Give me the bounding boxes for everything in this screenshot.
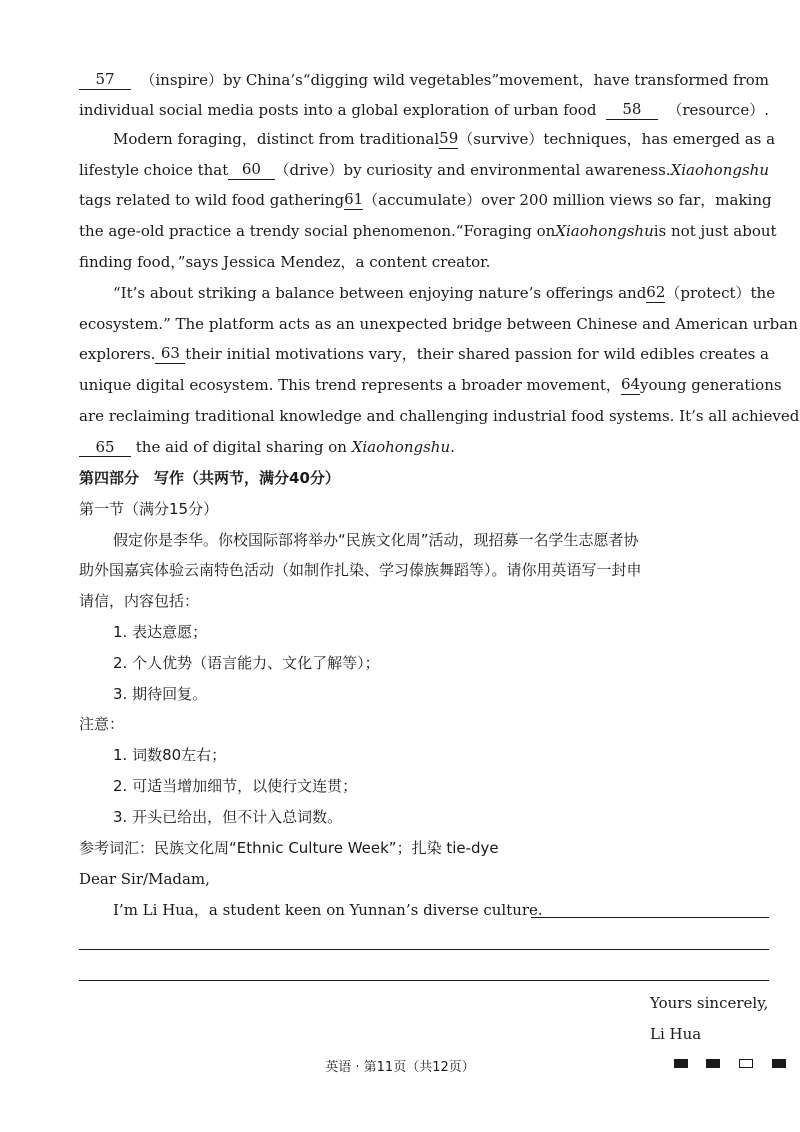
page-marker: [772, 1059, 786, 1068]
answer-line[interactable]: [531, 917, 769, 918]
passage-text: （inspire）by China’s“digging wild vegetables”movement，have transformed from: [140, 71, 769, 89]
blank-65[interactable]: 65: [79, 438, 131, 457]
blank-63[interactable]: 63: [155, 344, 185, 364]
passage-line: [113, 129, 776, 149]
passage-text: Xiaohongshu: [351, 438, 451, 456]
passage-text: Modern foraging，distinct from traditional: [113, 130, 440, 148]
passage-line: [79, 190, 772, 210]
passage-text: their initial motivations vary，their shared passion for wild edibles creates a: [185, 345, 769, 363]
page-marker: [739, 1059, 753, 1068]
letter-closing: Yours sincerely,: [650, 994, 769, 1012]
passage-text: （drive）by curiosity and environmental awareness.: [274, 161, 671, 179]
passage-text: （resource）.: [667, 101, 769, 119]
passage-line: [79, 100, 769, 120]
requirement-item: 3. 期待回复。: [113, 685, 208, 703]
note-item: 2. 可适当增加细节，以使行文连贯；: [113, 777, 358, 795]
passage-text: tags related to wild food gathering: [79, 191, 345, 209]
passage-text: finding food，”says Jessica Mendez，a content creator.: [79, 253, 491, 271]
blank-57[interactable]: 57: [79, 70, 131, 90]
note-item: 3. 开头已给出，但不计入总词数。: [113, 808, 343, 826]
page-footer: 英语 · 第11页（共12页）: [325, 1060, 475, 1075]
passage-line: [113, 283, 776, 303]
note-item: 1. 词数80左右；: [113, 746, 227, 764]
requirement-item: 2. 个人优势（语言能力、文化了解等）；: [113, 654, 380, 672]
passage-text: .: [450, 438, 455, 456]
blank-60[interactable]: 60: [228, 160, 274, 180]
blank-61[interactable]: 61: [344, 190, 364, 208]
page-marker: [674, 1059, 688, 1068]
passage-text: the age-old practice a trendy social phenomenon.“Foraging on: [79, 222, 556, 240]
passage-line: [79, 314, 798, 334]
letter-signature: Li Hua: [650, 1025, 702, 1043]
passage-text: the aid of digital sharing on: [135, 438, 347, 456]
letter-opening: I’m Li Hua，a student keen on Yunnan’s diverse culture.: [113, 901, 543, 919]
passage-text: （protect）the: [665, 284, 776, 302]
answer-line[interactable]: [79, 949, 769, 950]
prompt-text: 假定你是李华。你校国际部将举办“民族文化周”活动，现招募一名学生志愿者协: [113, 531, 639, 549]
page-marker: [706, 1059, 720, 1068]
passage-text: young generations: [640, 376, 782, 394]
passage-text: ecosystem.” The platform acts as an unexpected bridge between Chinese and American urban: [79, 315, 798, 333]
note-label: 注意：: [79, 715, 125, 733]
passage-text: （accumulate）over 200 million views so far，making: [363, 191, 772, 209]
passage-text: （survive）techniques，has emerged as a: [458, 130, 776, 148]
passage-line: [79, 221, 777, 241]
passage-text: Xiaohongshu: [555, 222, 654, 240]
prompt-text: 请信，内容包括：: [79, 592, 200, 610]
passage-line: [79, 437, 769, 457]
passage-text: Xiaohongshu: [670, 161, 769, 179]
answer-line[interactable]: [79, 980, 769, 981]
blank-64[interactable]: 64: [620, 375, 641, 393]
passage-text: are reclaiming traditional knowledge and challenging industrial food systems. It’s all achieved: [79, 407, 800, 425]
passage-line: [79, 375, 782, 395]
passage-line: [79, 160, 769, 180]
letter-salutation: Dear Sir/Madam,: [79, 870, 210, 888]
passage-line: [79, 252, 769, 272]
passage-line: [79, 70, 769, 90]
blank-59[interactable]: 59: [439, 129, 459, 147]
part-title: 第四部分 写作（共两节，满分40分）: [79, 469, 340, 487]
passage-line: [79, 344, 769, 364]
passage-text: unique digital ecosystem. This trend represents a broader movement，: [79, 376, 621, 394]
blank-62[interactable]: 62: [646, 283, 666, 301]
passage-text: “It’s about striking a balance between enjoying nature’s offerings and: [113, 284, 647, 302]
passage-text: lifestyle choice that: [79, 161, 229, 179]
passage-text: explorers.: [79, 345, 156, 363]
passage-text: is not just about: [653, 222, 777, 240]
section-title: 第一节（满分15分）: [79, 500, 219, 518]
passage-text: individual social media posts into a global exploration of urban food: [79, 101, 597, 119]
vocab-hint: 参考词汇：民族文化周“Ethnic Culture Week”；扎染 tie-dye: [79, 839, 499, 857]
prompt-text: 助外国嘉宾体验云南特色活动（如制作扎染、学习傣族舞蹈等）。请你用英语写一封申: [79, 561, 642, 579]
blank-58[interactable]: 58: [606, 100, 658, 120]
requirement-item: 1. 表达意愿；: [113, 623, 208, 641]
passage-line: [79, 406, 800, 426]
